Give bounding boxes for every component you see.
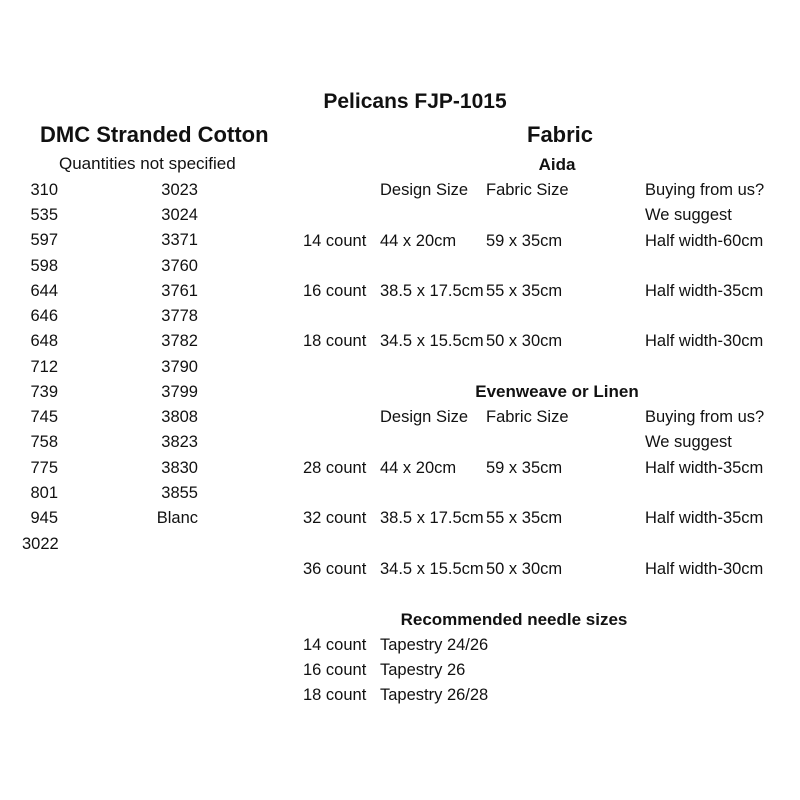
thread-number: 3823 bbox=[161, 433, 198, 451]
fabric-size: 50 x 30cm bbox=[486, 332, 563, 350]
thread-number: 775 bbox=[30, 459, 58, 477]
buying-header: Buying from us? bbox=[645, 408, 765, 426]
suggested-purchase: Half width-30cm bbox=[645, 560, 764, 578]
suggested-purchase: Half width-35cm bbox=[645, 509, 764, 527]
fabric-size-header: Fabric Size bbox=[486, 181, 569, 199]
needle-size: Tapestry 24/26 bbox=[380, 636, 489, 654]
fabric-count: 18 count bbox=[303, 332, 367, 350]
needle-count: 18 count bbox=[303, 686, 367, 704]
fabric-size: 55 x 35cm bbox=[486, 509, 563, 527]
thread-number: 739 bbox=[30, 383, 58, 401]
fabric-count: 36 count bbox=[303, 560, 367, 578]
page-title: Pelicans FJP-1015 bbox=[323, 90, 507, 113]
thread-number: 945 bbox=[30, 509, 58, 527]
design-size: 44 x 20cm bbox=[380, 459, 457, 477]
thread-number: 3782 bbox=[161, 332, 198, 350]
thread-number: 745 bbox=[30, 408, 58, 426]
thread-number: 3799 bbox=[161, 383, 198, 401]
quantities-note: Quantities not specified bbox=[59, 154, 236, 173]
design-size: 44 x 20cm bbox=[380, 232, 457, 250]
design-size-header: Design Size bbox=[380, 181, 469, 199]
needles-heading: Recommended needle sizes bbox=[400, 610, 628, 629]
thread-number: 758 bbox=[30, 433, 58, 451]
thread-number: 3024 bbox=[161, 206, 198, 224]
dmc-heading: DMC Stranded Cotton bbox=[40, 122, 269, 147]
thread-number: 644 bbox=[30, 282, 58, 300]
buying-header: Buying from us? bbox=[645, 181, 765, 199]
thread-number: 597 bbox=[30, 231, 58, 249]
fabric-size: 59 x 35cm bbox=[486, 459, 563, 477]
suggested-purchase: Half width-60cm bbox=[645, 232, 764, 250]
needle-size: Tapestry 26/28 bbox=[380, 686, 489, 704]
thread-number: 3855 bbox=[161, 484, 198, 502]
design-size: 34.5 x 15.5cm bbox=[380, 560, 484, 578]
thread-number: 801 bbox=[30, 484, 58, 502]
fabric-count: 14 count bbox=[303, 232, 367, 250]
fabric-count: 28 count bbox=[303, 459, 367, 477]
thread-number: 3760 bbox=[161, 257, 198, 275]
evenweave-heading: Evenweave or Linen bbox=[475, 382, 639, 401]
needle-size: Tapestry 26 bbox=[380, 661, 466, 679]
thread-number: 535 bbox=[30, 206, 58, 224]
design-size: 34.5 x 15.5cm bbox=[380, 332, 484, 350]
thread-number: 3778 bbox=[161, 307, 198, 325]
thread-number: 3022 bbox=[22, 535, 59, 553]
suggested-purchase: Half width-30cm bbox=[645, 332, 764, 350]
thread-number: Blanc bbox=[156, 509, 198, 527]
fabric-count: 16 count bbox=[303, 282, 367, 300]
thread-number: 3808 bbox=[161, 408, 198, 426]
fabric-heading: Fabric bbox=[527, 122, 594, 147]
suggested-purchase: Half width-35cm bbox=[645, 459, 764, 477]
fabric-count: 32 count bbox=[303, 509, 367, 527]
suggested-purchase: Half width-35cm bbox=[645, 282, 764, 300]
design-size: 38.5 x 17.5cm bbox=[380, 282, 484, 300]
needle-count: 16 count bbox=[303, 661, 367, 679]
needle-count: 14 count bbox=[303, 636, 367, 654]
design-size-header: Design Size bbox=[380, 408, 469, 426]
thread-number: 3830 bbox=[161, 459, 198, 477]
thread-number: 3761 bbox=[161, 282, 198, 300]
thread-number: 598 bbox=[30, 257, 58, 275]
fabric-size: 55 x 35cm bbox=[486, 282, 563, 300]
fabric-size: 59 x 35cm bbox=[486, 232, 563, 250]
thread-number: 648 bbox=[30, 332, 58, 350]
suggest-header: We suggest bbox=[645, 206, 732, 224]
thread-number: 3023 bbox=[161, 181, 198, 199]
thread-number: 310 bbox=[30, 181, 58, 199]
thread-number: 3371 bbox=[161, 231, 198, 249]
design-size: 38.5 x 17.5cm bbox=[380, 509, 484, 527]
thread-number: 3790 bbox=[161, 358, 198, 376]
fabric-size-header: Fabric Size bbox=[486, 408, 569, 426]
thread-number: 712 bbox=[30, 358, 58, 376]
aida-heading: Aida bbox=[538, 155, 576, 174]
thread-number: 646 bbox=[30, 307, 58, 325]
suggest-header: We suggest bbox=[645, 433, 732, 451]
fabric-size: 50 x 30cm bbox=[486, 560, 563, 578]
